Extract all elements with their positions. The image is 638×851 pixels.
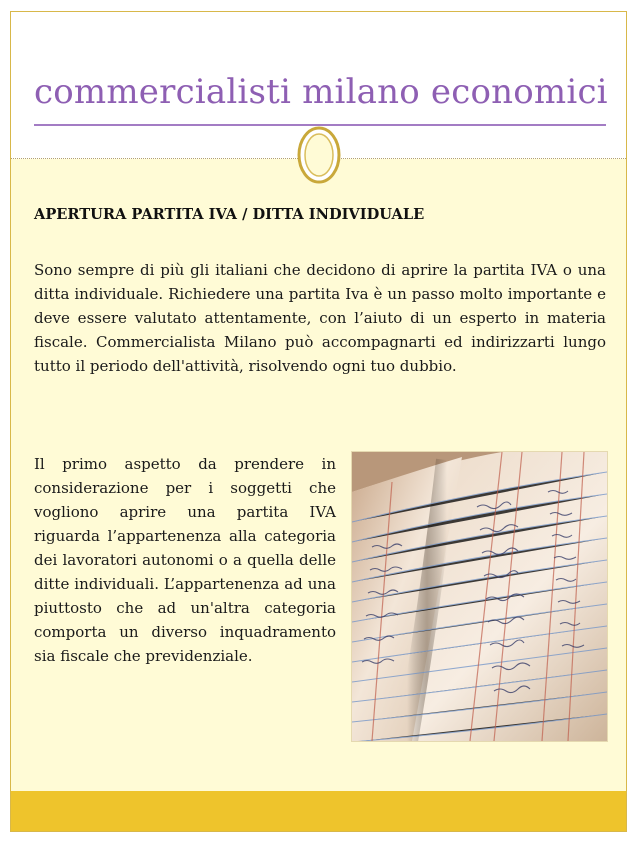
- page-title: commercialisti milano economici: [34, 72, 608, 112]
- ledger-photo: [352, 452, 607, 741]
- body-paragraph: Il primo aspetto da prendere in considerazione per i soggetti che vogliono aprire una partita IVA riguarda l’appartenenza alla categoria dei lavoratori autonomi o a quella delle ditte individuali. L’appartenenza ad una piuttosto che ad un'altra categoria comporta un diverso inquadramento sia fiscale che previdenziale.: [34, 455, 336, 665]
- footer-band: [11, 791, 626, 831]
- intro-paragraph: Sono sempre di più gli italiani che decidono di aprire la partita IVA o una ditta individuale. Richiedere una partita Iva è un passo molto importante e deve essere valutato attentamente, con l’aiuto di un esperto in materia fiscale. Commercialista Milano può accompagnarti ed indirizzarti lungo tutto il periodo dell'attività, risolvendo ogni tuo dubbio.: [34, 261, 606, 375]
- ledger-photo-icon: [352, 452, 607, 741]
- section-heading: APERTURA PARTITA IVA / DITTA INDIVIDUALE: [34, 206, 425, 223]
- oval-ornament-icon: [296, 124, 342, 184]
